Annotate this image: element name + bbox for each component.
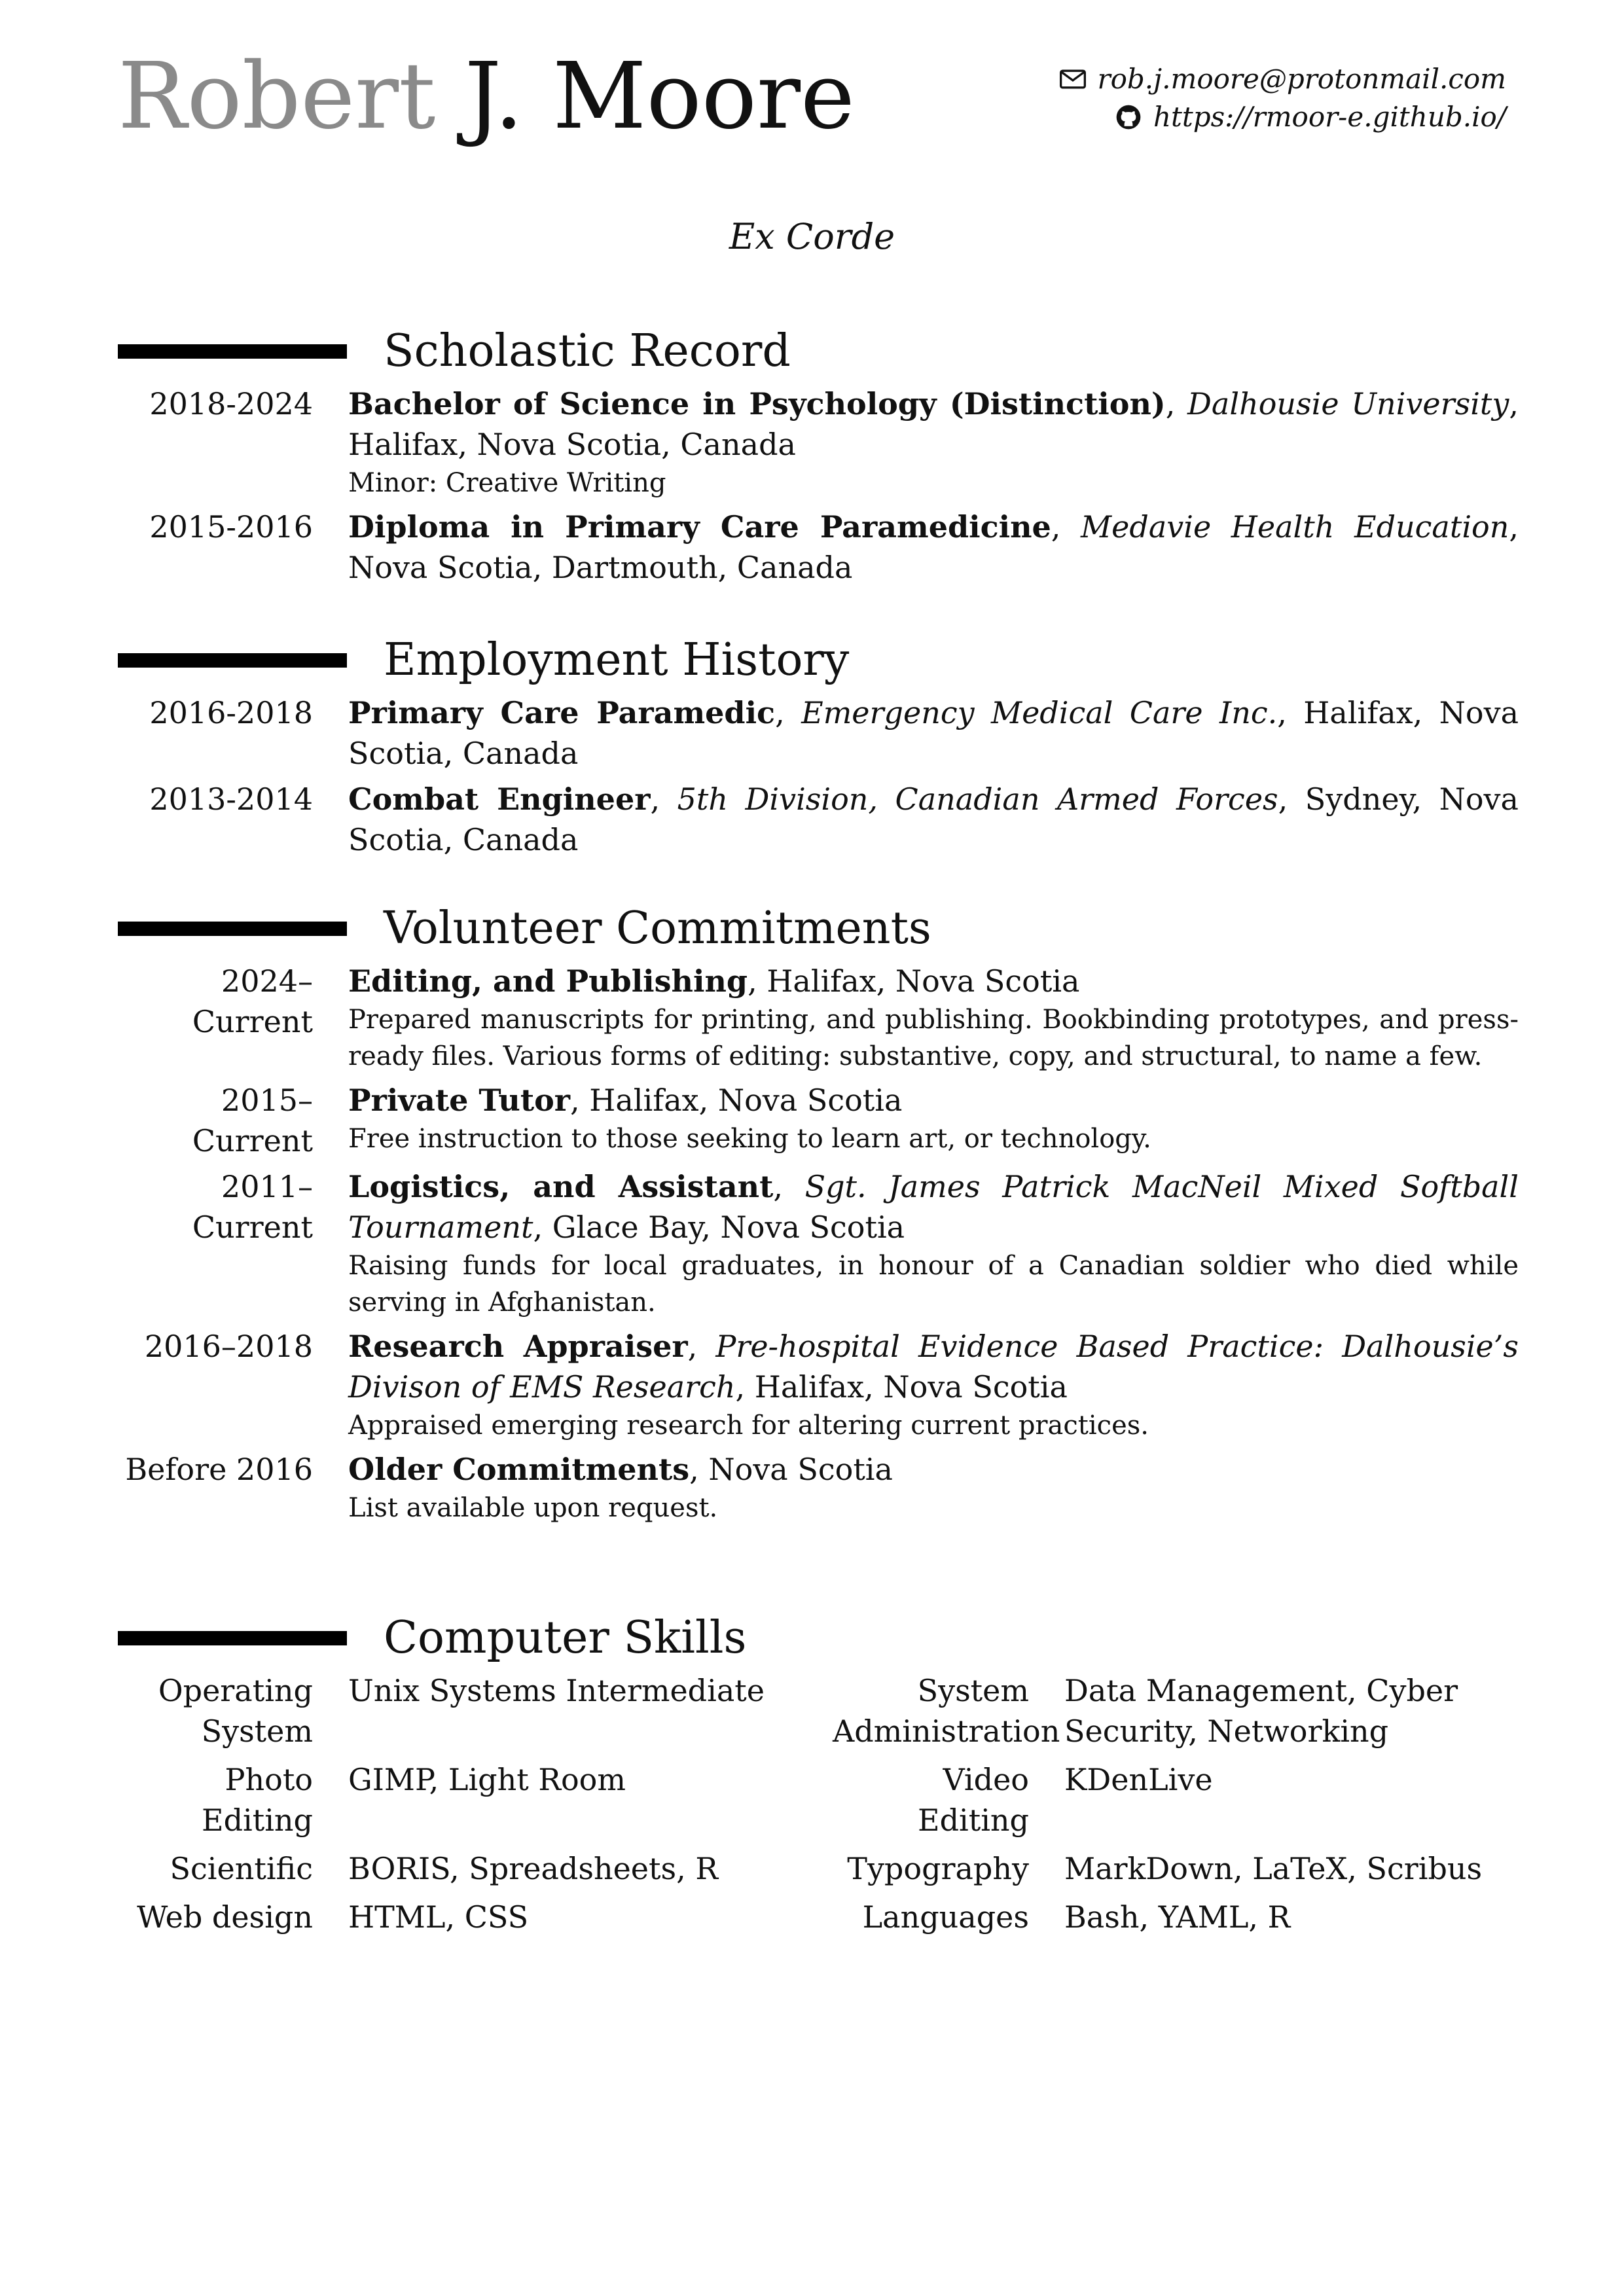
skill-label: Photo Editing	[201, 1762, 313, 1838]
employment-entry	[118, 779, 1519, 860]
section-volunteer	[118, 902, 1519, 1526]
entry-body: Combat Engineer, 5th Division, Canadian Armed Forces, Sydney, Nova Scotia, Canada	[348, 781, 1519, 857]
skill-value: MarkDown, LaTeX, Scribus	[1064, 1851, 1483, 1886]
entry-date: 2015–Current	[192, 1083, 313, 1158]
website-line[interactable]	[1058, 98, 1506, 136]
skill-label: Video Editing	[917, 1762, 1029, 1838]
entry-org: Dalhousie University	[1187, 386, 1509, 422]
entry-title: Primary Care Paramedic	[348, 695, 776, 730]
skill-label: Scientific	[170, 1851, 313, 1886]
skill-label: System Administration	[833, 1673, 1060, 1749]
section-header	[118, 325, 1519, 378]
section-title: Volunteer Commitments	[384, 903, 931, 954]
section-title: Scholastic Record	[384, 325, 791, 377]
entry-title: Diploma in Primary Care Paramedicine	[348, 509, 1051, 545]
entry-title: Combat Engineer	[348, 781, 651, 817]
entry-body: Editing, and Publishing, Halifax, Nova Scotia Prepared manuscripts for printing, and publishing. Bookbinding prototypes, and press-ready files. Various forms of editing: substantive, copy, and structural, to name a few.	[348, 961, 1519, 1075]
envelope-icon	[1058, 65, 1087, 94]
entry-org: Emergency Medical Care Inc.	[801, 695, 1278, 730]
entry-location: Nova Scotia	[708, 1452, 893, 1487]
entry-desc: Prepared manuscripts for printing, and publishing. Bookbinding prototypes, and press-ready files. Various forms of editing: substantive, copy, and structural, to name a few.	[348, 1005, 1519, 1071]
section-scholastic	[118, 325, 1519, 588]
entry-body: Older Commitments, Nova Scotia List available upon request.	[348, 1449, 1519, 1526]
skill-value: Data Management, Cyber Security, Networking	[1064, 1673, 1458, 1749]
section-title: Employment History	[384, 634, 850, 686]
skills-grid	[118, 1670, 1519, 1945]
entry-location: Nova Scotia, Dartmouth, Canada	[348, 550, 853, 585]
section-bar	[118, 344, 347, 359]
entry-date: 2013-2014	[149, 781, 313, 817]
entry-org: Medavie Health Education	[1081, 509, 1509, 545]
website-link[interactable]: https://rmoor-e.github.io/	[1153, 101, 1506, 133]
entry-date: Before 2016	[125, 1452, 313, 1487]
entry-location: Glace Bay, Nova Scotia	[552, 1210, 905, 1245]
entry-date: 2011–Current	[192, 1169, 313, 1245]
section-bar	[118, 922, 347, 936]
skill-label: Languages	[862, 1899, 1029, 1935]
education-entry	[118, 384, 1519, 501]
section-header	[118, 1611, 1519, 1665]
entry-body: Primary Care Paramedic, Emergency Medical Care Inc., Halifax, Nova Scotia, Canada	[348, 695, 1519, 771]
section-bar	[118, 653, 347, 668]
entry-org: Pre-hospital Evidence Based Practice: Dalhousie’s Divison of EMS Research	[348, 1329, 1519, 1405]
entry-date: 2016-2018	[149, 695, 313, 730]
skill-label: Web design	[137, 1899, 313, 1935]
entry-location: Halifax, Nova Scotia	[754, 1369, 1068, 1405]
entry-title: Private Tutor	[348, 1083, 570, 1118]
entry-date: 2015-2016	[149, 509, 313, 545]
section-skills	[118, 1611, 1519, 1945]
education-entry	[118, 507, 1519, 588]
section-bar	[118, 1631, 347, 1645]
entry-body: Private Tutor, Halifax, Nova Scotia Free instruction to those seeking to learn art, or technology.	[348, 1080, 1519, 1161]
entry-desc: Minor: Creative Writing	[348, 468, 666, 498]
entry-date: 2016–2018	[144, 1329, 313, 1364]
entry-location: Sydney, Nova Scotia, Canada	[348, 781, 1519, 857]
skill-label: Operating System	[158, 1673, 313, 1749]
motto: Ex Corde	[729, 216, 895, 257]
contact-block	[1058, 60, 1506, 136]
entry-title: Logistics, and Assistant	[348, 1169, 774, 1204]
skill-value: Bash, YAML, R	[1064, 1899, 1291, 1935]
skill-label: Typography	[847, 1851, 1029, 1886]
email-link[interactable]: rob.j.moore@protonmail.com	[1097, 63, 1506, 95]
volunteer-entry	[118, 1080, 1519, 1161]
entry-org: 5th Division, Canadian Armed Forces	[677, 781, 1278, 817]
entry-title: Bachelor of Science in Psychology (Distinction)	[348, 386, 1166, 422]
entry-date: 2024–Current	[192, 963, 313, 1039]
skill-value: HTML, CSS	[348, 1899, 529, 1935]
entry-location: Halifax, Nova Scotia, Canada	[348, 427, 796, 462]
entry-title: Older Commitments	[348, 1452, 690, 1487]
entry-date: 2018-2024	[149, 386, 313, 422]
skill-value: BORIS, Spreadsheets, R	[348, 1851, 718, 1886]
skill-value: GIMP, Light Room	[348, 1762, 626, 1797]
entry-location: Halifax, Nova Scotia	[589, 1083, 903, 1118]
entry-location: Halifax, Nova Scotia, Canada	[348, 695, 1519, 771]
entry-body: Diploma in Primary Care Paramedicine, Medavie Health Education, Nova Scotia, Dartmouth, Canada	[348, 509, 1519, 585]
entry-desc: Free instruction to those seeking to learn art, or technology.	[348, 1124, 1151, 1154]
entry-desc: Raising funds for local graduates, in honour of a Canadian soldier who died while serving in Afghanistan.	[348, 1251, 1519, 1318]
entry-title: Research Appraiser	[348, 1329, 688, 1364]
entry-desc: Appraised emerging research for altering current practices.	[348, 1410, 1149, 1441]
candidate-name	[118, 45, 855, 149]
section-header	[118, 902, 1519, 956]
volunteer-entry	[118, 961, 1519, 1075]
skill-value: KDenLive	[1064, 1762, 1213, 1797]
entry-body: Logistics, and Assistant, Sgt. James Patrick MacNeil Mixed Softball Tournament, Glace Bay, Nova Scotia Raising funds for local graduates, in honour of a Canadian soldier who died while serving in Afghanistan.	[348, 1166, 1519, 1321]
volunteer-entry	[118, 1326, 1519, 1444]
email-line[interactable]	[1058, 60, 1506, 98]
entry-body: Research Appraiser, Pre-hospital Evidence Based Practice: Dalhousie’s Divison of EMS Research, Halifax, Nova Scotia Appraised emerging research for altering current practices.	[348, 1326, 1519, 1444]
section-title: Computer Skills	[384, 1612, 747, 1664]
skill-value: Unix Systems Intermediate	[348, 1673, 765, 1708]
entry-location: Halifax, Nova Scotia	[767, 963, 1080, 999]
employment-entry	[118, 692, 1519, 774]
entry-body: Bachelor of Science in Psychology (Distinction), Dalhousie University, Halifax, Nova Scotia, Canada Minor: Creative Writing	[348, 384, 1519, 501]
volunteer-entry	[118, 1166, 1519, 1321]
entry-title: Editing, and Publishing	[348, 963, 748, 999]
volunteer-entry	[118, 1449, 1519, 1526]
first-name: Robert	[118, 43, 436, 150]
section-employment	[118, 634, 1519, 860]
last-name: J. Moore	[464, 43, 855, 150]
entry-org: Sgt. James Patrick MacNeil Mixed Softball Tournament	[348, 1169, 1519, 1245]
section-header	[118, 634, 1519, 687]
github-icon	[1114, 103, 1143, 132]
entry-desc: List available upon request.	[348, 1493, 718, 1523]
